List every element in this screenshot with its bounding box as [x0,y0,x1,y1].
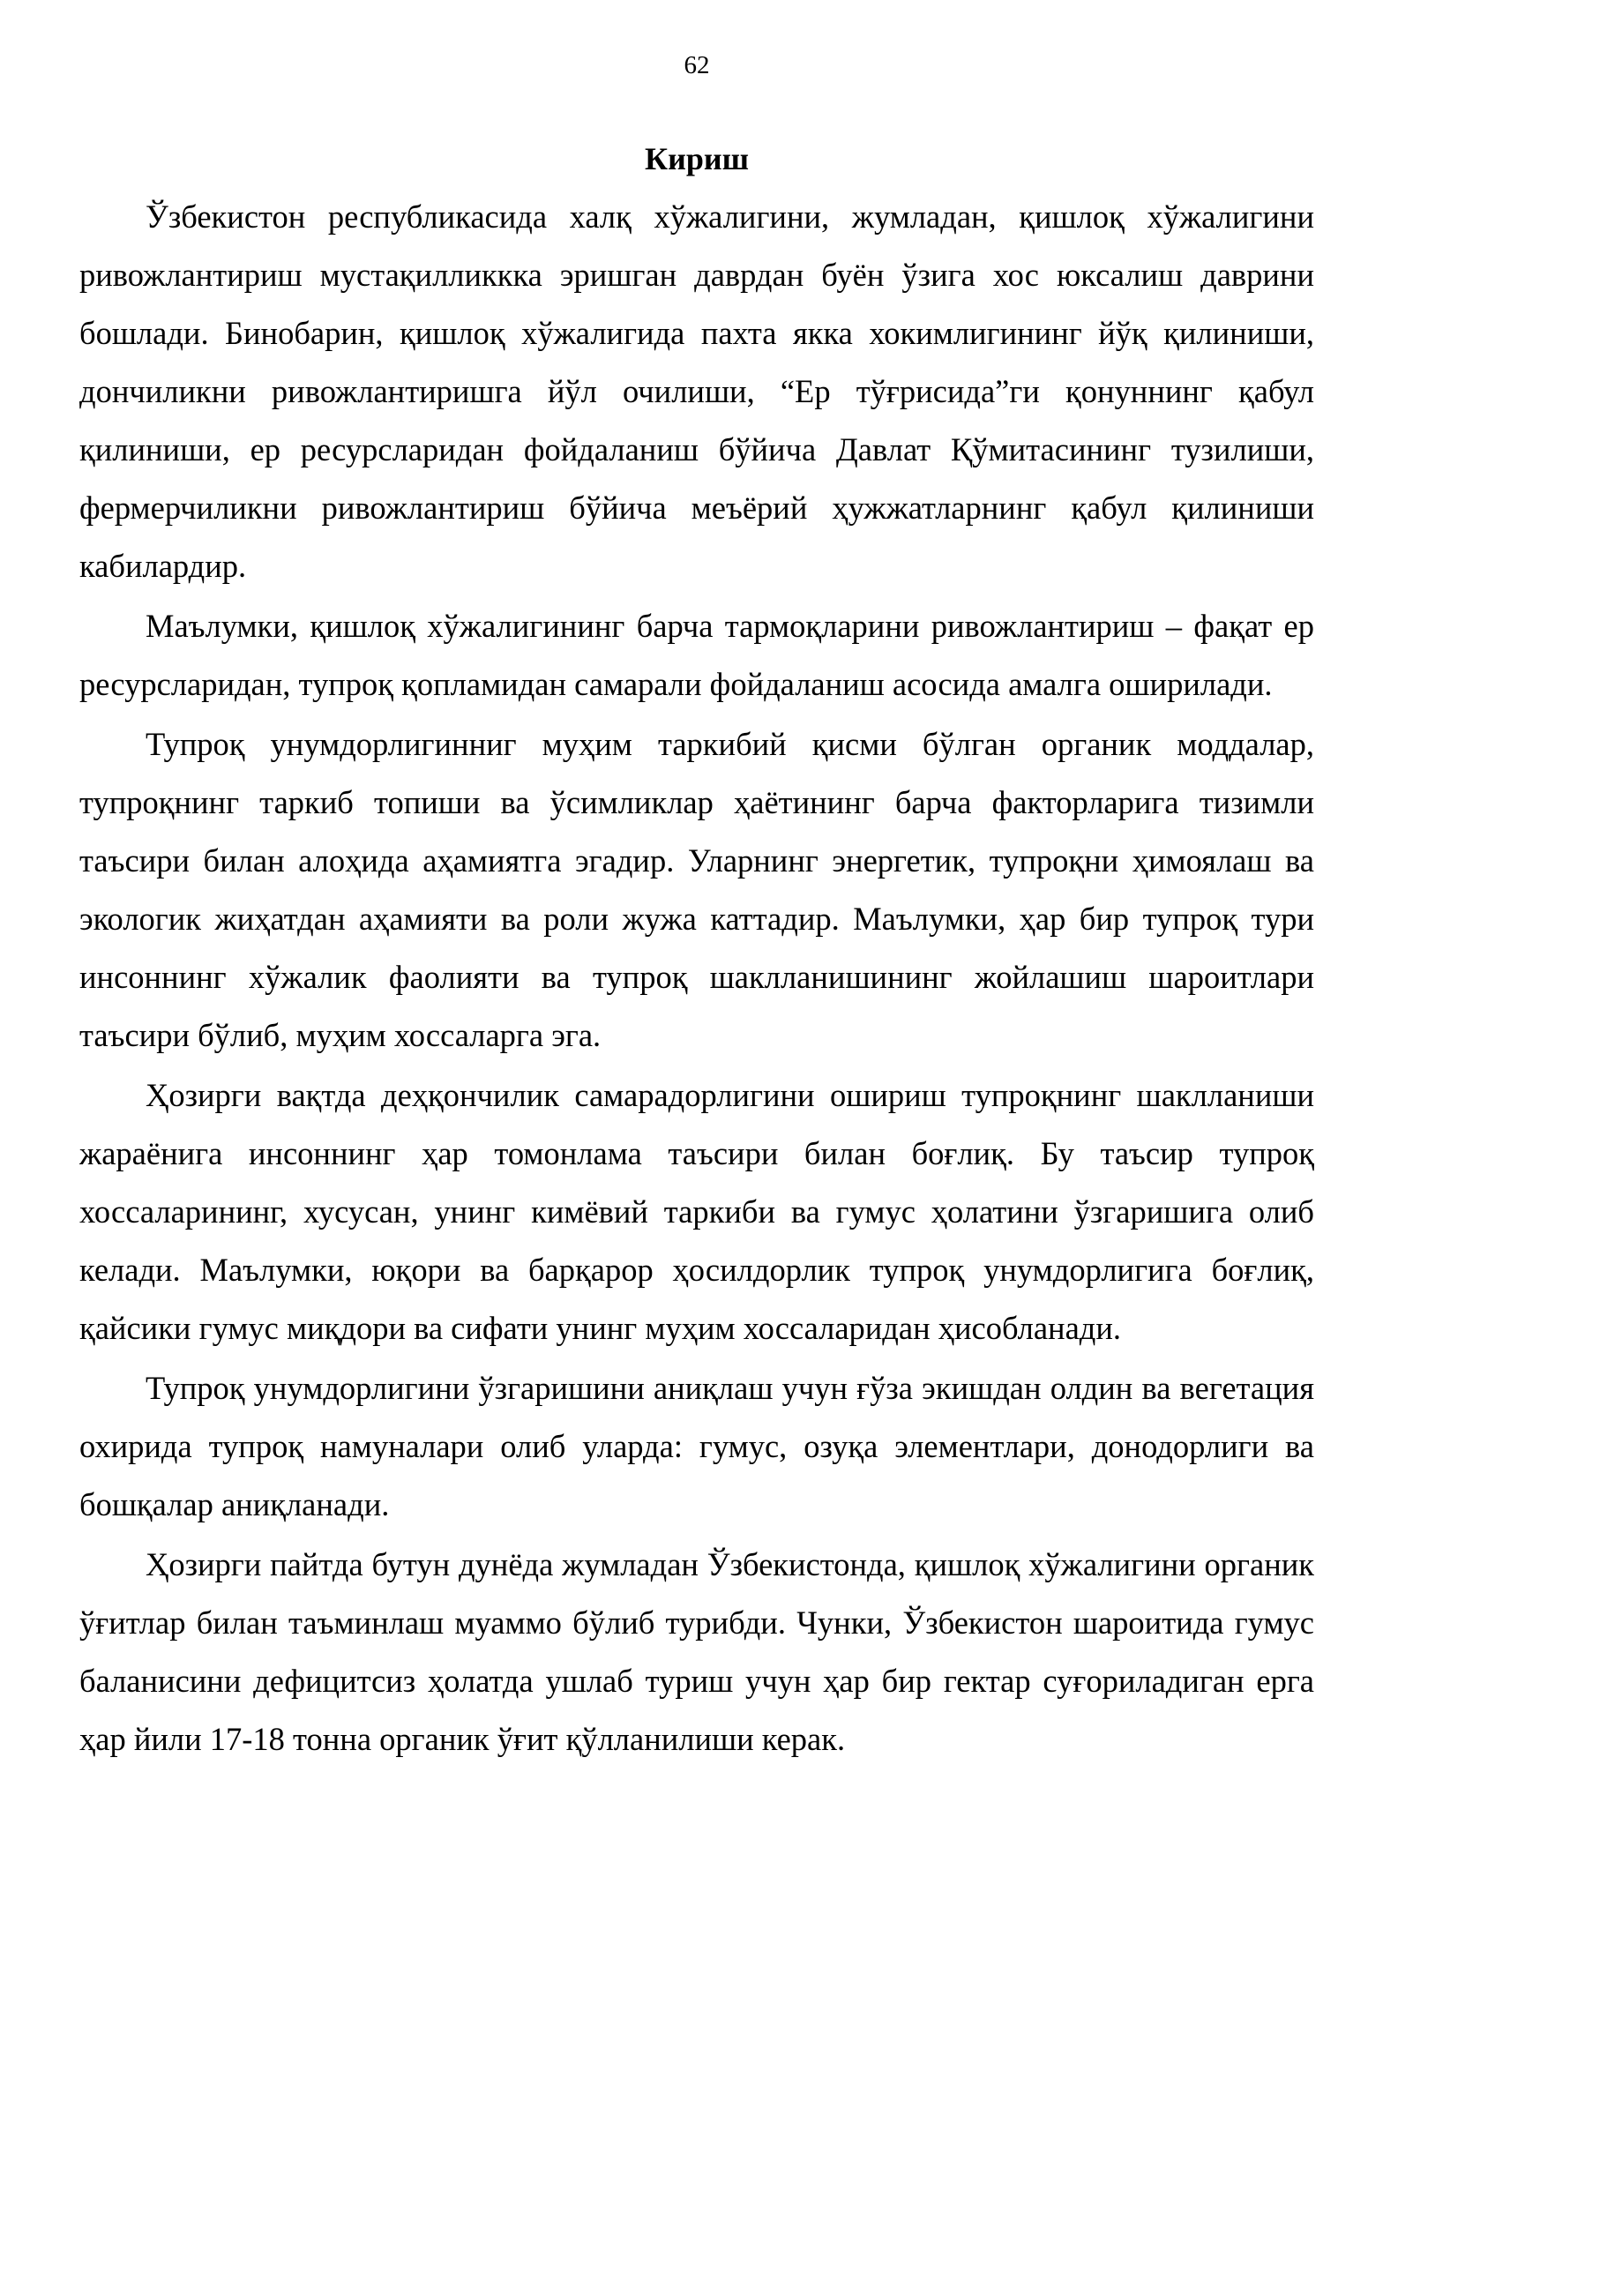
section-title: Кириш [644,141,749,176]
paragraph: Тупроқ унумдорлигинниг муҳим таркибий қисми бўлган органик моддалар, тупроқнинг таркиб топиши ва ўсимликлар ҳаётининг барча факторларига тизимли таъсири билан алоҳида аҳамиятга эгадир. Уларнинг энергетик, тупроқни ҳимоялаш ва экологик жиҳатдан аҳамияти ва роли жужа каттадир. Маълумки, ҳар бир тупроқ тури инсоннинг хўжалик фаолияти ва тупроқ шаклланишининг жойлашиш шароитлари таъсири бўлиб, муҳим хоссаларга эга. [79,726,1314,1053]
page-number: 62 [684,51,710,79]
paragraph: Тупроқ унумдорлигини ўзгаришини аниқлаш учун ғўза экишдан олдин ва вегетация охирида тупроқ намуналари олиб уларда: гумус, озуқа элементлари, донодорлиги ва бошқалар аниқланади. [79,1370,1314,1522]
page-content [79,132,1314,1770]
paragraph: Ҳозирги пайтда бутун дунёда жумладан Ўзбекистонда, қишлоқ хўжалигини органик ўғитлар билан таъминлаш муаммо бўлиб турибди. Чунки, Ўзбекистон шароитида гумус баланисини дефицитсиз ҳолатда ушлаб туриш учун ҳар бир гектар суғориладиган ерга ҳар йили 17-18 тонна органик ўғит қўлланилиши керак. [79,1546,1314,1757]
paragraph: Маълумки, қишлоқ хўжалигининг барча тармоқларини ривожлантириш – фақат ер ресурсларидан, тупроқ қопламидан самарали фойдаланиш асосида амалга оширилади. [79,608,1314,702]
paragraph: Ҳозирги вақтда деҳқончилик самарадорлигини ошириш тупроқнинг шаклланиши жараёнига инсоннинг ҳар томонлама таъсири билан боғлиқ. Бу таъсир тупроқ хоссаларининг, хусусан, унинг кимёвий таркиби ва гумус ҳолатини ўзгаришига олиб келади. Маълумки, юқори ва барқарор ҳосилдорлик тупроқ унумдорлигига боғлиқ, қайсики гумус миқдори ва сифати унинг муҳим хоссаларидан ҳисобланади. [79,1077,1314,1346]
paragraph: Ўзбекистон республикасида халқ хўжалигини, жумладан, қишлоқ хўжалигини ривожлантириш мустақилликкка эришган даврдан буён ўзига хос юксалиш даврини бошлади. Бинобарин, қишлоқ хўжалигида пахта якка хокимлигининг йўқ қилиниши, дончиликни ривожлантиришга йўл очилиши, “Ер тўғрисида”ги қонуннинг қабул қилиниши, ер ресурсларидан фойдаланиш бўйича Давлат Қўмитасининг тузилиши, фермерчиликни ривожлантириш бўйича меъёрий ҳужжатларнинг қабул қилиниши кабилардир. [79,198,1314,584]
